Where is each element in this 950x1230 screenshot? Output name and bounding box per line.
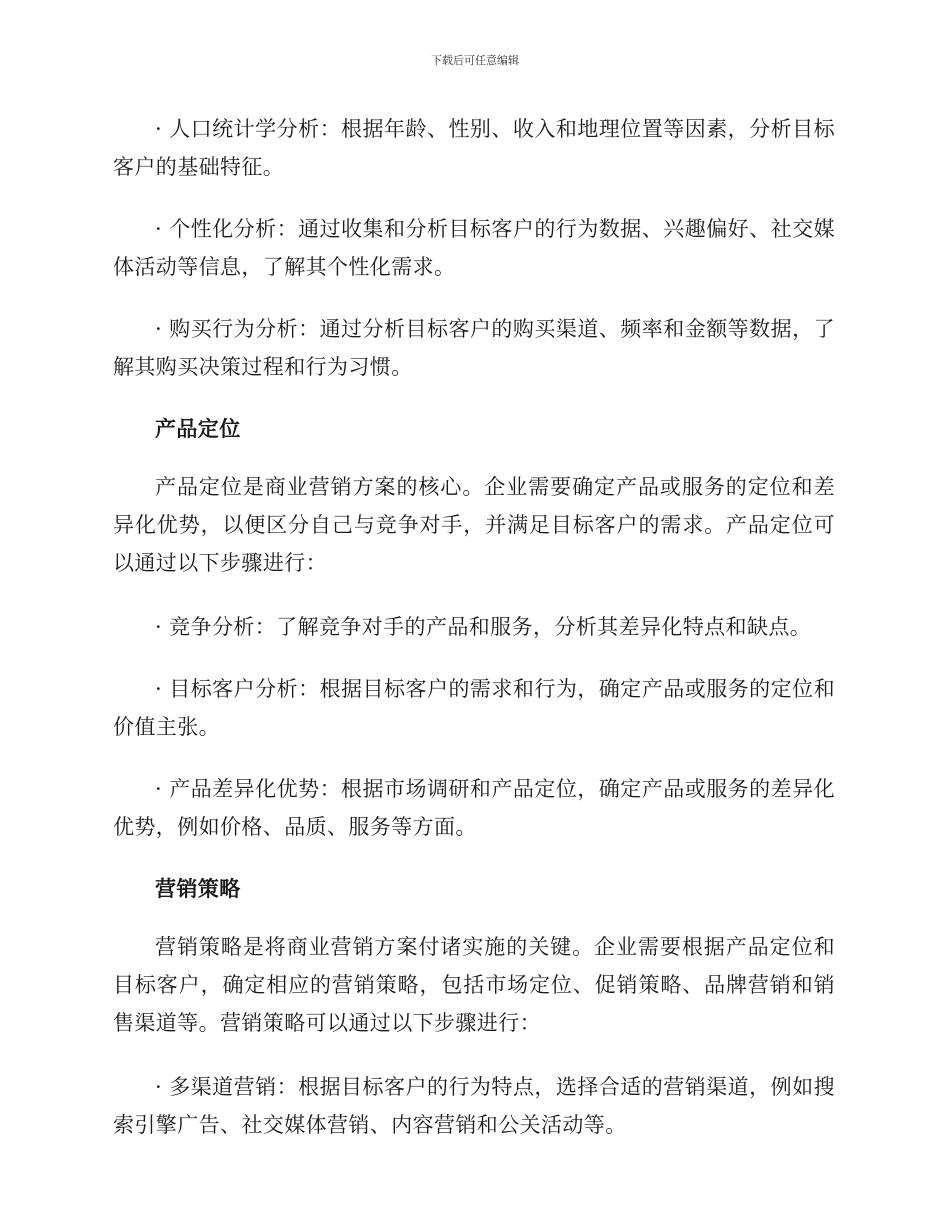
- section-heading-product-positioning: 产品定位: [155, 417, 241, 441]
- bullet-competition-analysis: · 竞争分析：了解竞争对手的产品和服务，分析其差异化特点和缺点。: [155, 615, 812, 639]
- document-body: [113, 110, 835, 1168]
- bullet-personalization-analysis: · 个性化分析：通过收集和分析目标客户的行为数据、兴趣偏好、社交媒体活动等信息，了解其个性化需求。: [113, 217, 835, 279]
- bullet-multichannel-marketing: · 多渠道营销：根据目标客户的行为特点，选择合适的营销渠道，例如搜索引擎广告、社交媒体营销、内容营销和公关活动等。: [113, 1075, 835, 1137]
- page-header: 下载后可任意编辑: [431, 54, 519, 67]
- bullet-purchase-behavior-analysis: · 购买行为分析：通过分析目标客户的购买渠道、频率和金额等数据，了解其购买决策过程和行为习惯。: [113, 317, 835, 379]
- section-heading-marketing-strategy: 营销策略: [155, 877, 241, 901]
- bullet-product-differentiation: · 产品差异化优势：根据市场调研和产品定位，确定产品或服务的差异化优势，例如价格、品质、服务等方面。: [113, 777, 835, 839]
- paragraph-marketing-strategy-intro: 营销策略是将商业营销方案付诸实施的关键。企业需要根据产品定位和目标客户，确定相应的营销策略，包括市场定位、促销策略、品牌营销和销售渠道等。营销策略可以通过以下步骤进行：: [113, 935, 835, 1035]
- bullet-target-customer-analysis: · 目标客户分析：根据目标客户的需求和行为，确定产品或服务的定位和价值主张。: [113, 677, 835, 739]
- bullet-demographic-analysis: · 人口统计学分析：根据年龄、性别、收入和地理位置等因素，分析目标客户的基础特征。: [113, 117, 835, 179]
- paragraph-product-positioning-intro: 产品定位是商业营销方案的核心。企业需要确定产品或服务的定位和差异化优势，以便区分自己与竞争对手，并满足目标客户的需求。产品定位可以通过以下步骤进行：: [113, 475, 835, 575]
